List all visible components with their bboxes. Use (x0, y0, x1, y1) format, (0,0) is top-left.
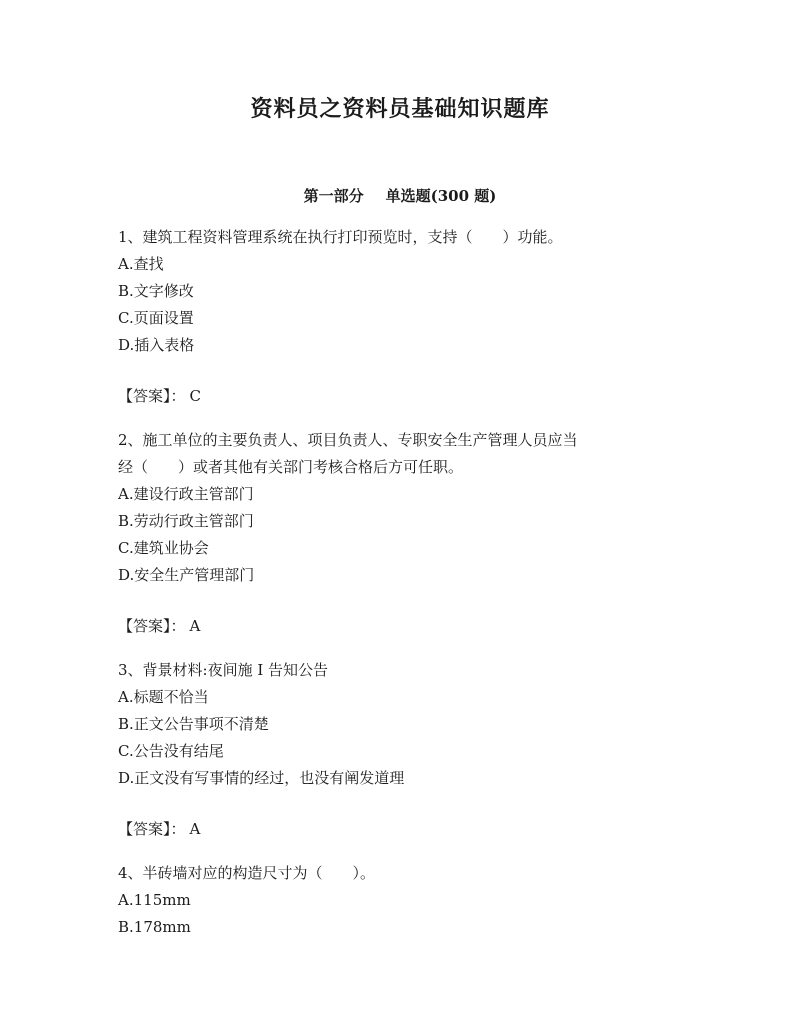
question-stem: 3、背景材料:夜间施 I 告知公告 (118, 661, 329, 679)
answer-label: 【答案】： (118, 820, 186, 838)
option-a: A.标题不恰当 (118, 688, 209, 706)
option-c: C.页面设置 (118, 309, 194, 327)
option-c: C.建筑业协会 (118, 539, 209, 557)
option-b: B.178mm (118, 918, 191, 936)
question-2 (118, 427, 698, 640)
question-4 (118, 860, 698, 941)
answer-value: C (189, 387, 201, 405)
section-part: 第一部分 (303, 187, 364, 205)
question-stem-continued: 经（ ）或者其他有关部门考核合格后方可任职。 (118, 458, 464, 476)
option-c: C.公告没有结尾 (118, 742, 224, 760)
answer-line (118, 816, 698, 843)
option-d: D.插入表格 (118, 336, 195, 354)
answer-line (118, 383, 698, 410)
option-a: A.查找 (118, 255, 164, 273)
option-d: D.正文没有写事情的经过，也没有阐发道理 (118, 769, 405, 787)
answer-value: A (189, 617, 201, 635)
document-title: 资料员之资料员基础知识题库 (250, 96, 550, 122)
option-list (118, 481, 698, 589)
answer-label: 【答案】： (118, 387, 186, 405)
question-1 (118, 224, 698, 410)
option-b: B.正文公告事项不清楚 (118, 715, 269, 733)
answer-label: 【答案】： (118, 617, 186, 635)
question-3 (118, 657, 698, 843)
option-list (118, 887, 698, 941)
section-name: 单选题(300 题) (385, 187, 497, 205)
section-title (0, 185, 800, 206)
option-list (118, 684, 698, 792)
option-b: B.劳动行政主管部门 (118, 512, 254, 530)
option-a: A.建设行政主管部门 (118, 485, 254, 503)
question-list (118, 224, 698, 941)
answer-line (118, 613, 698, 640)
option-d: D.安全生产管理部门 (118, 566, 255, 584)
option-b: B.文字修改 (118, 282, 194, 300)
question-stem: 4、半砖墙对应的构造尺寸为（ ）。 (118, 864, 376, 882)
option-a: A.115mm (118, 891, 191, 909)
answer-value: A (189, 820, 201, 838)
question-stem: 2、施工单位的主要负责人、项目负责人、专职安全生产管理人员应当 (118, 431, 578, 449)
question-stem: 1、建筑工程资料管理系统在执行打印预览时，支持（ ）功能。 (118, 228, 563, 246)
option-list (118, 251, 698, 359)
